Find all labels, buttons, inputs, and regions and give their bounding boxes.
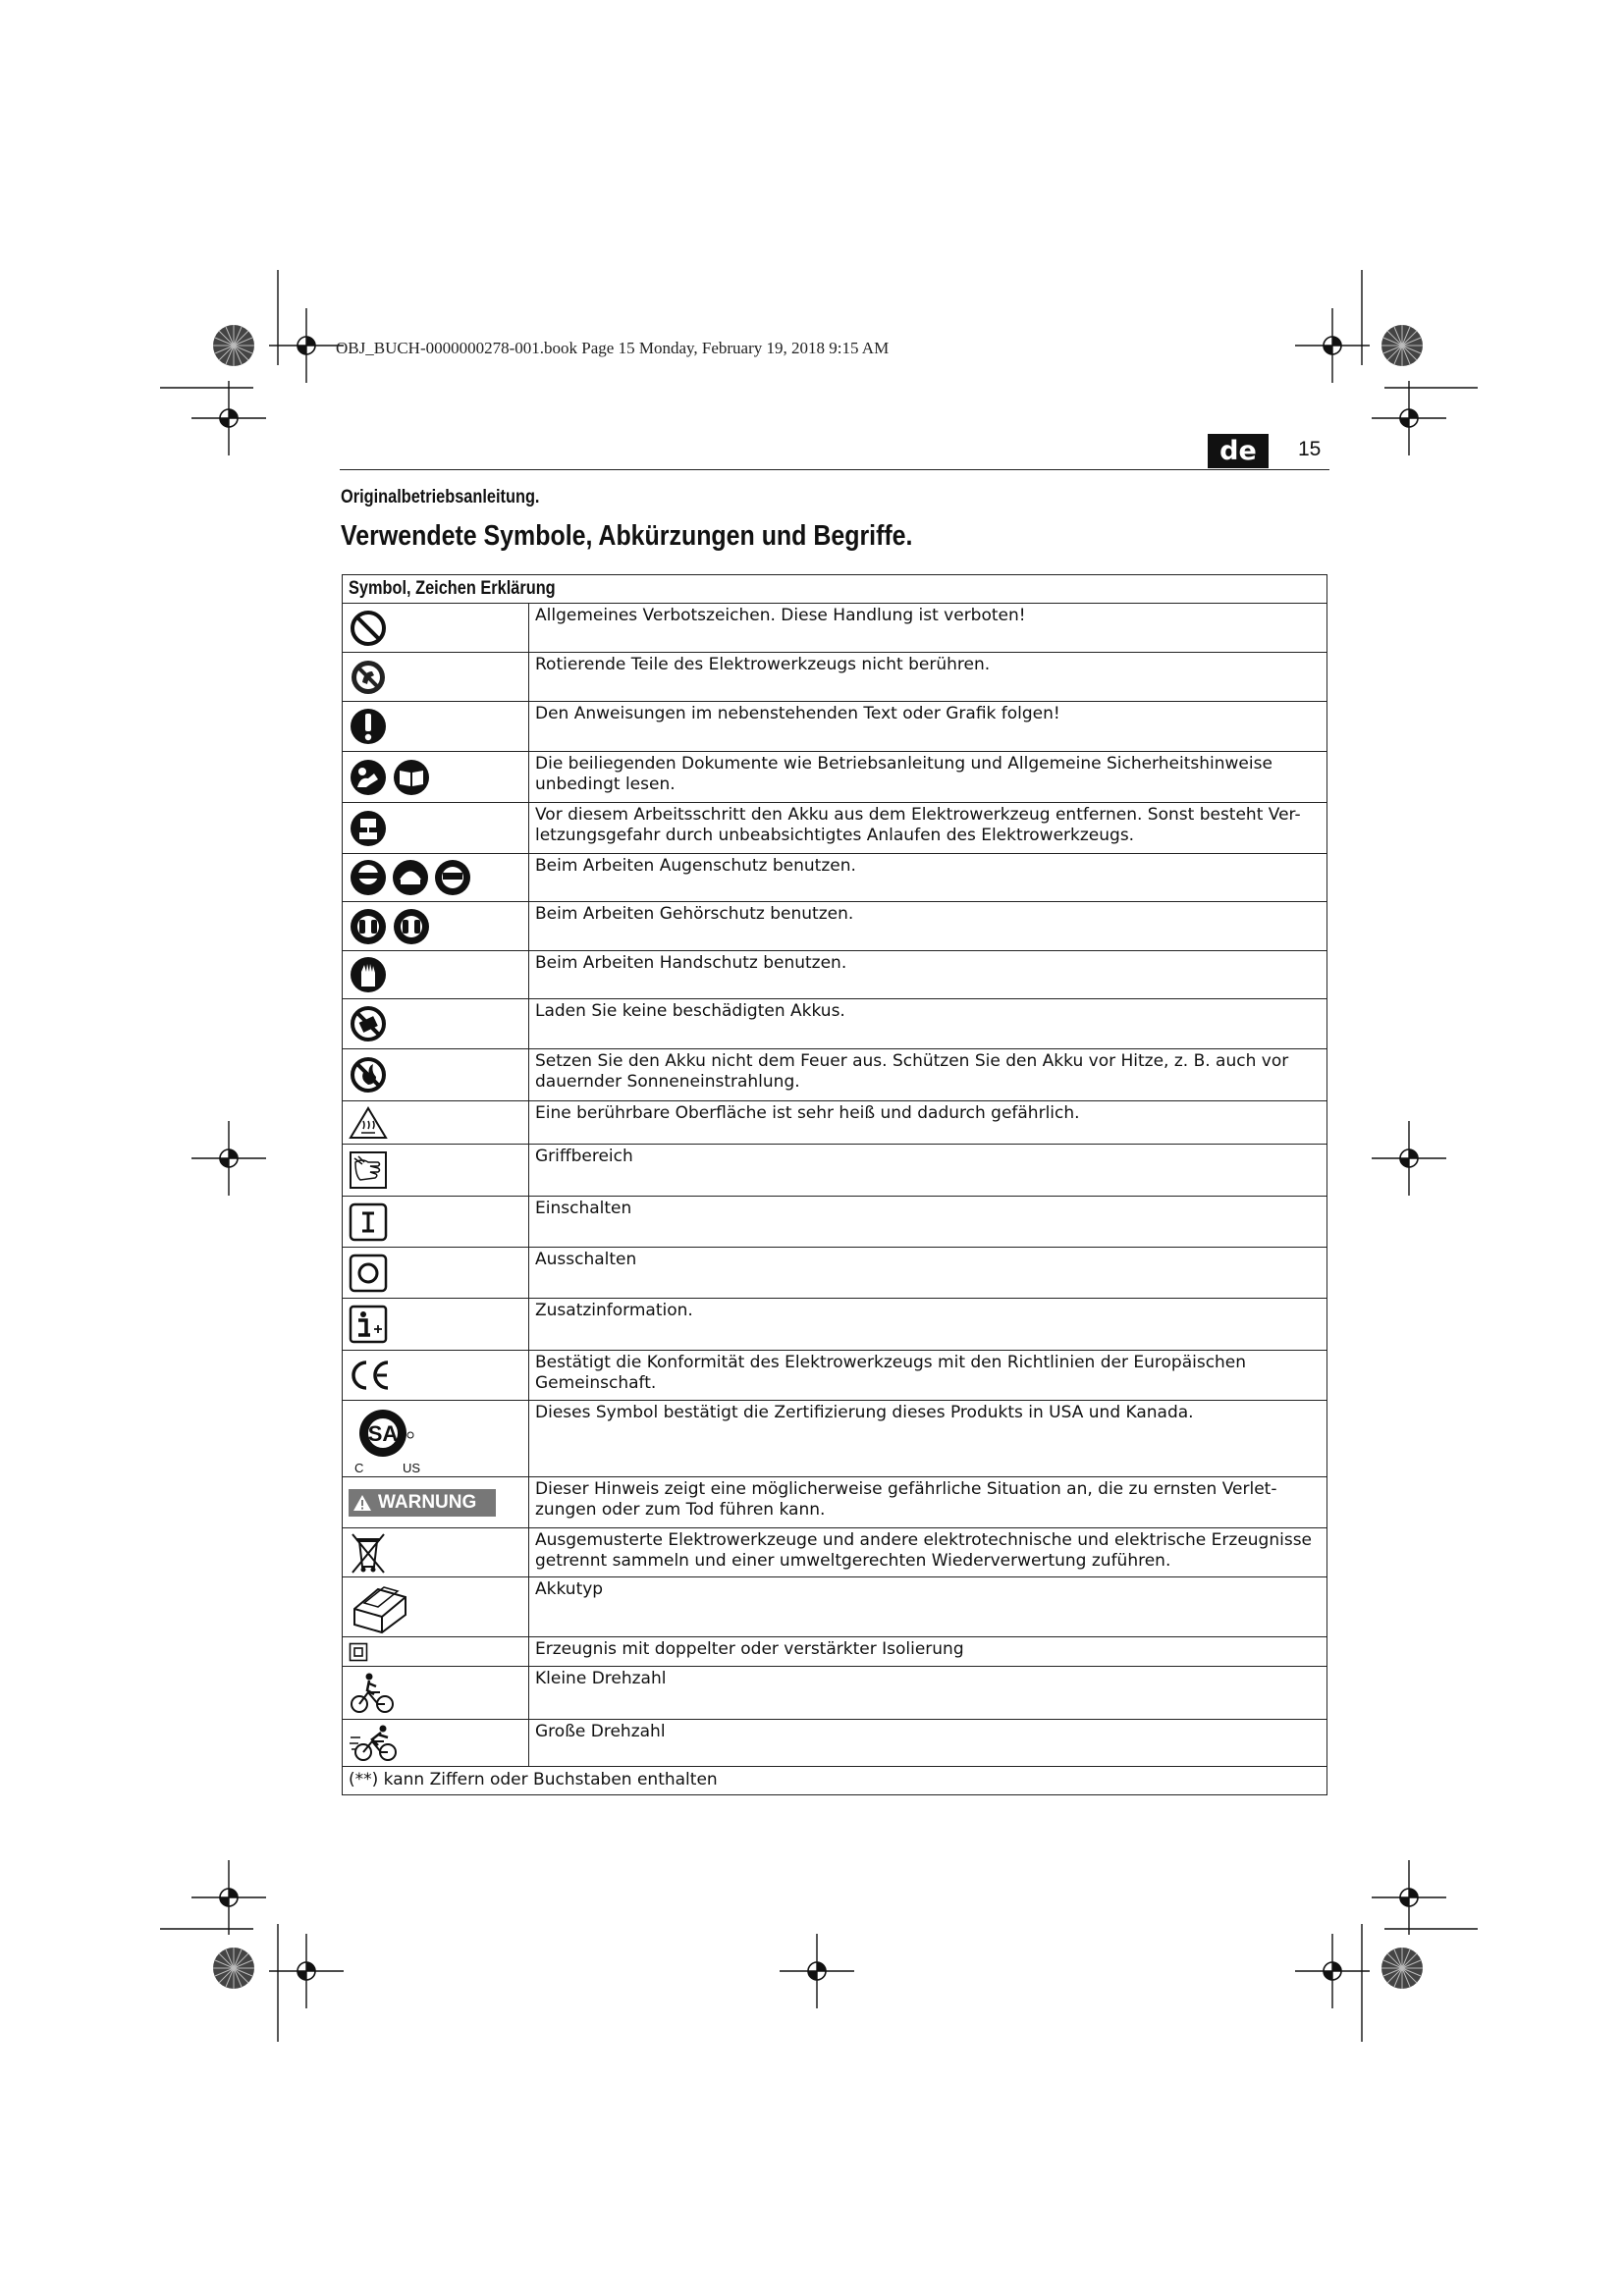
page-title: Verwendete Symbole, Abkürzungen und Begriffe. [341, 520, 913, 552]
weee-bin-icon [349, 1531, 388, 1575]
symbol-cell [343, 854, 529, 901]
mandatory-exclamation-icon [349, 707, 388, 746]
no-damaged-battery-icon [349, 1004, 388, 1043]
symbol-cell [343, 1197, 529, 1247]
symbol-cell [343, 1477, 529, 1527]
explanation-cell: Kleine Drehzahl [535, 1669, 667, 1688]
explanation-cell: Griffbereich [535, 1147, 633, 1166]
no-touch-rotating-icon [349, 658, 388, 697]
table-row [343, 951, 1326, 999]
table-row [343, 1248, 1326, 1299]
explanation-cell: Laden Sie keine beschädigten Akkus. [535, 1001, 845, 1021]
explanation-cell: Ausgemusterte Elektrowerkzeuge und andere elektrotechnische und elektrische Erzeugnisse getrennt sammeln und einer umweltgerechten Wiederverwertung zuführen. [535, 1530, 1313, 1571]
info-plus-icon [349, 1305, 388, 1344]
remove-battery-icon [349, 809, 388, 848]
explanation-cell: Akkutyp [535, 1579, 604, 1599]
symbol-cell [343, 1049, 529, 1100]
document-subtitle: Originalbetriebsanleitung. [341, 487, 540, 507]
symbols-table [342, 574, 1327, 1795]
switch-on-icon [349, 1202, 388, 1242]
hot-surface-icon [349, 1105, 388, 1141]
explanation-cell: Allgemeines Verbotszeichen. Diese Handlung ist verboten! [535, 606, 1026, 625]
double-insulation-icon [349, 1642, 368, 1662]
explanation-cell: Bestätigt die Konformität des Elektrowerkzeugs mit den Richtlinien der Europäischen Gemeinschaft. [535, 1353, 1247, 1393]
table-row [343, 1197, 1326, 1248]
explanation-cell: Dieses Symbol bestätigt die Zertifizierung dieses Produkts in USA und Kanada. [535, 1403, 1194, 1422]
table-row [343, 1667, 1326, 1720]
table-row [343, 1720, 1326, 1767]
explanation-cell: Dieser Hinweis zeigt eine möglicherweise gefährliche Situation an, die zu ernsten Verlet-zungen oder zum Tod führen kann. [535, 1479, 1277, 1520]
symbol-cell [343, 1351, 529, 1400]
table-row [343, 653, 1326, 702]
svg-text:C: C [354, 1460, 364, 1474]
table-header-label: Symbol, Zeichen Erklärung [349, 578, 556, 599]
table-row [343, 604, 1326, 653]
eye-protection-icon [349, 858, 476, 897]
no-fire-battery-icon [349, 1055, 388, 1095]
prohibition-icon [349, 609, 388, 648]
header-rule [340, 469, 1329, 470]
table-footer [343, 1767, 1326, 1794]
symbol-cell [343, 1101, 529, 1144]
explanation-cell: Ausschalten [535, 1250, 637, 1269]
svg-text:US: US [403, 1460, 421, 1474]
explanation-cell: Rotierende Teile des Elektrowerkzeugs nicht berühren. [535, 655, 991, 674]
low-speed-icon [349, 1671, 396, 1716]
table-row [343, 803, 1326, 854]
table-row [343, 854, 1326, 902]
ear-protection-icon [349, 907, 435, 946]
warning-label-text: WARNUNG [378, 1491, 477, 1513]
symbol-cell [343, 1667, 529, 1719]
table-row [343, 902, 1326, 951]
explanation-cell: Vor diesem Arbeitsschritt den Akku aus dem Elektrowerkzeug entfernen. Sonst besteht Ver-letzungsgefahr durch unbeabsichtigtes Anlaufen des Elektrowerkzeugs. [535, 805, 1301, 845]
language-badge: de [1208, 434, 1269, 468]
symbol-cell [343, 902, 529, 950]
symbol-cell [343, 803, 529, 853]
table-row [343, 702, 1326, 752]
file-info: OBJ_BUCH-0000000278-001.book Page 15 Monday, February 19, 2018 9:15 AM [336, 339, 890, 357]
table-row [343, 1101, 1326, 1145]
page-number: 15 [1298, 438, 1322, 460]
gloves-icon [349, 955, 388, 994]
explanation-cell: Erzeugnis mit doppelter oder verstärkter Isolierung [535, 1639, 964, 1659]
high-speed-icon [349, 1724, 400, 1763]
explanation-cell: Die beiliegenden Dokumente wie Betriebsanleitung und Allgemeine Sicherheitshinweise unbedingt lesen. [535, 754, 1272, 794]
explanation-cell: Beim Arbeiten Gehörschutz benutzen. [535, 904, 854, 924]
ce-mark-icon [349, 1359, 394, 1392]
explanation-cell: Beim Arbeiten Augenschutz benutzen. [535, 856, 856, 876]
read-manual-icon [349, 758, 437, 797]
symbol-cell [343, 604, 529, 652]
explanation-cell: Einschalten [535, 1199, 632, 1218]
symbol-cell [343, 999, 529, 1048]
table-row [343, 752, 1326, 803]
grip-area-icon [349, 1150, 388, 1190]
symbol-cell [343, 1401, 529, 1476]
symbol-cell [343, 752, 529, 802]
explanation-cell: Setzen Sie den Akku nicht dem Feuer aus. Schützen Sie den Akku vor Hitze, z. B. auch vor dauernder Sonneneinstrahlung. [535, 1051, 1289, 1092]
table-row [343, 1477, 1326, 1528]
table-row [343, 1145, 1326, 1197]
table-row [343, 1637, 1326, 1667]
table-row [343, 1299, 1326, 1351]
explanation-cell: Große Drehzahl [535, 1722, 666, 1741]
symbol-cell [343, 1577, 529, 1636]
symbol-cell [343, 702, 529, 751]
table-header [343, 575, 1326, 604]
explanation-cell: Beim Arbeiten Handschutz benutzen. [535, 953, 847, 973]
csa-mark-icon [349, 1404, 437, 1474]
table-row [343, 1528, 1326, 1577]
symbol-cell [343, 1637, 529, 1666]
battery-type-icon [349, 1579, 411, 1634]
table-row [343, 1577, 1326, 1637]
table-row [343, 999, 1326, 1049]
explanation-cell: Den Anweisungen im nebenstehenden Text oder Grafik folgen! [535, 704, 1060, 723]
table-row [343, 1401, 1326, 1477]
warning-label-icon [349, 1489, 496, 1517]
switch-off-icon [349, 1254, 388, 1293]
symbol-cell [343, 1145, 529, 1196]
table-row [343, 1049, 1326, 1101]
symbol-cell [343, 1720, 529, 1766]
explanation-cell: Zusatzinformation. [535, 1301, 693, 1320]
symbol-cell [343, 1528, 529, 1576]
symbol-cell [343, 1299, 529, 1350]
svg-text:SA: SA [367, 1420, 399, 1446]
explanation-cell: Eine berührbare Oberfläche ist sehr heiß und dadurch gefährlich. [535, 1103, 1080, 1123]
symbol-cell [343, 653, 529, 701]
symbol-cell [343, 951, 529, 998]
table-row [343, 1351, 1326, 1401]
symbol-cell [343, 1248, 529, 1298]
table-footer-note: (**) kann Ziffern oder Buchstaben enthalten [349, 1770, 718, 1789]
